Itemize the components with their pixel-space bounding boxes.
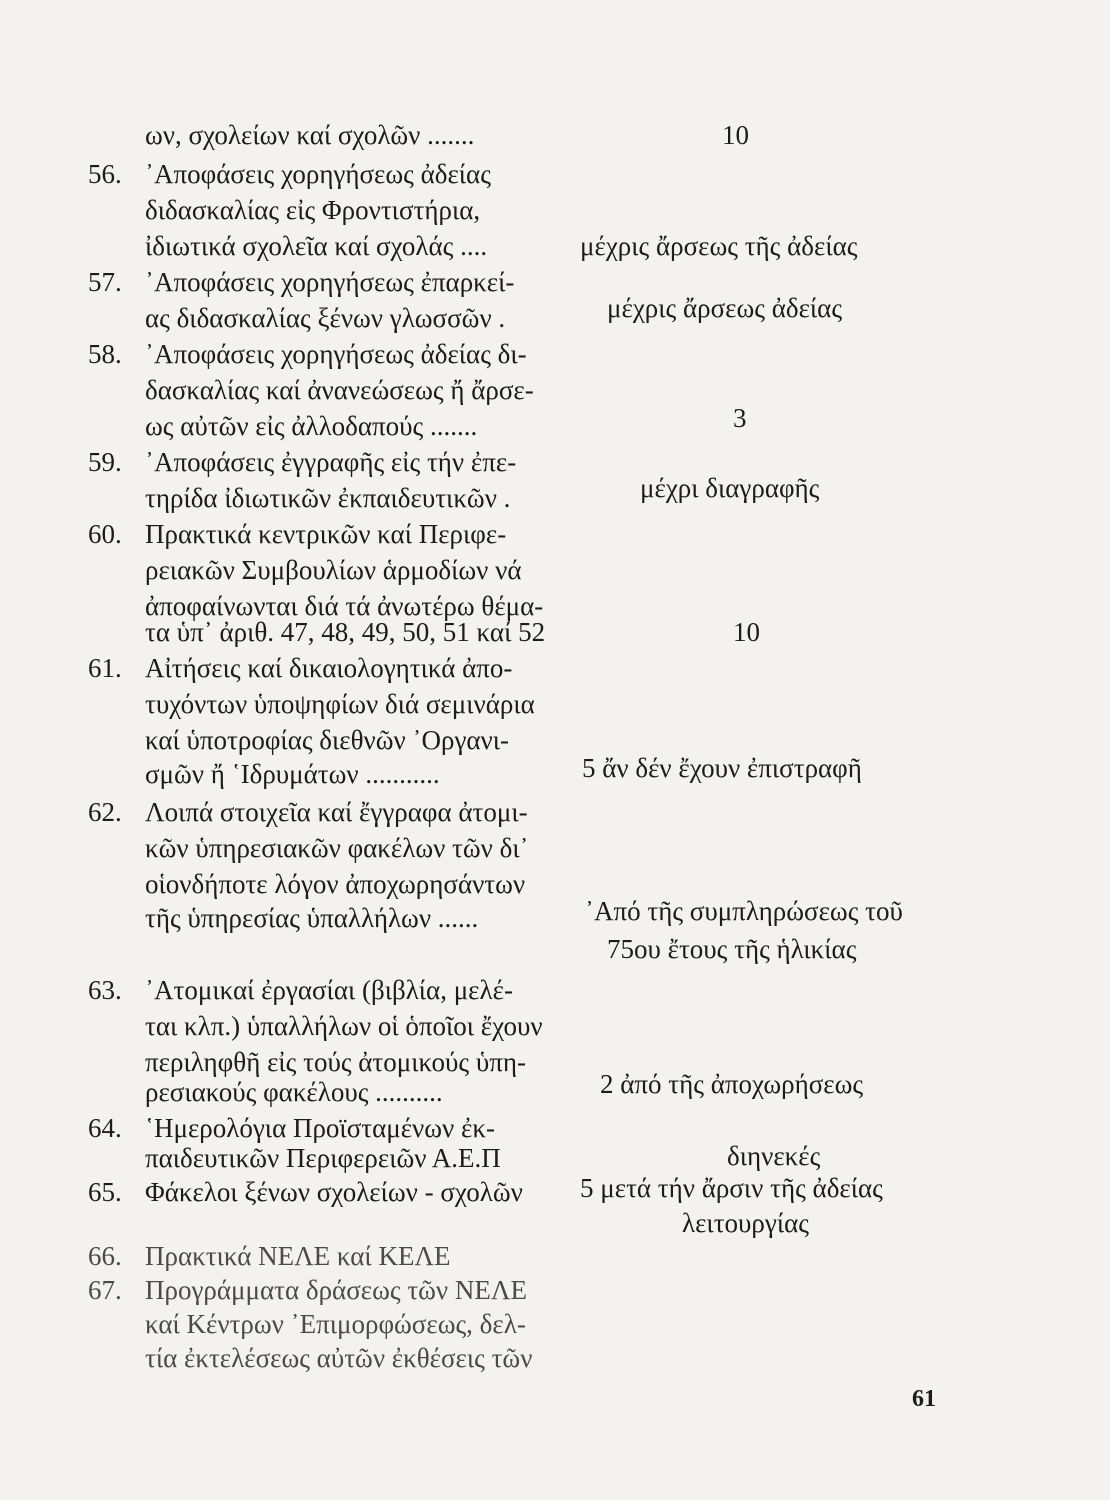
entry-62-line: τῆς ὑπηρεσίας ὑπαλλήλων ...... xyxy=(145,903,479,933)
entry-64-number: 64. xyxy=(88,1113,122,1143)
entry-56-retention: μέχρις ἄρσεως τῆς ἀδείας xyxy=(580,231,858,261)
entry-63-line: ρεσιακούς φακέλους .......... xyxy=(145,1077,443,1107)
entry-57-line: ας διδασκαλίας ξένων γλωσσῶν . xyxy=(145,303,506,333)
entry-59-number: 59. xyxy=(88,447,122,477)
entry-66-line: Πρακτικά ΝΕΛΕ καί ΚΕΛΕ xyxy=(145,1241,451,1271)
entry-61-number: 61. xyxy=(88,653,122,683)
entry-continuation-retention: 10 xyxy=(722,120,749,150)
entry-58-line: ᾿Αποφάσεις χορηγήσεως ἀδείας δι- xyxy=(145,339,527,369)
entry-64-line: ῾Ημερολόγια Προϊσταμένων ἐκ- xyxy=(145,1113,495,1143)
entry-63-line: ται κλπ.) ὑπαλλήλων οἱ ὁποῖοι ἔχουν xyxy=(145,1011,543,1041)
entry-60-line: ρειακῶν Συμβουλίων ἁρμοδίων νά xyxy=(145,555,522,585)
entry-58-line: ως αὐτῶν εἰς ἀλλοδαπούς ....... xyxy=(145,411,478,441)
entry-60-line: ἀποφαίνωνται διά τά ἀνωτέρω θέμα- xyxy=(145,591,544,621)
entry-59-line: τηρίδα ἰδιωτικῶν ἐκπαιδευτικῶν . xyxy=(145,483,511,513)
entry-56-line: διδασκαλίας εἰς Φροντιστήρια, xyxy=(145,195,481,225)
entry-67-line: τία ἐκτελέσεως αὐτῶν ἐκθέσεις τῶν xyxy=(145,1343,533,1373)
entry-61-line: σμῶν ἤ ῾Ιδρυμάτων ........... xyxy=(145,759,440,789)
entry-56-line: ἰδιωτικά σχολεῖα καί σχολάς .... xyxy=(145,231,488,261)
entry-64-retention: διηνεκές xyxy=(727,1141,821,1171)
entry-60-line: τα ὑπ᾿ ἀριθ. 47, 48, 49, 50, 51 καί 52 xyxy=(145,617,546,647)
entry-continuation-text: ων, σχολείων καί σχολῶν ....... xyxy=(145,120,475,150)
entry-60-retention: 10 xyxy=(733,617,760,647)
entry-57-retention: μέχρις ἄρσεως ἀδείας xyxy=(607,293,843,323)
entry-62-retention: ᾿Από τῆς συμπληρώσεως τοῦ xyxy=(585,896,903,926)
page-number: 61 xyxy=(912,1386,936,1412)
entry-61-line: τυχόντων ὑποψηφίων διά σεμινάρια xyxy=(145,689,535,719)
entry-62-number: 62. xyxy=(88,797,122,827)
entry-62-line: οἱονδήποτε λόγον ἀποχωρησάντων xyxy=(145,869,526,899)
entry-57-line: ᾿Αποφάσεις χορηγήσεως ἐπαρκεί- xyxy=(145,267,515,297)
entry-63-line: περιληφθῆ εἰς τούς ἀτομικούς ὑπη- xyxy=(145,1047,526,1077)
entry-63-retention: 2 ἀπό τῆς ἀποχωρήσεως xyxy=(600,1069,864,1099)
entry-61-line: καί ὑποτροφίας διεθνῶν ᾿Οργανι- xyxy=(145,725,509,755)
entry-63-number: 63. xyxy=(88,975,122,1005)
entry-59-retention: μέχρι διαγραφῆς xyxy=(640,473,820,503)
entry-67-number: 67. xyxy=(88,1275,122,1305)
entry-62-retention: 75ου ἔτους τῆς ἡλικίας xyxy=(607,934,857,964)
entry-62-line: Λοιπά στοιχεῖα καί ἔγγραφα ἀτομι- xyxy=(145,797,528,827)
entry-65-retention: 5 μετά τήν ἄρσιν τῆς ἀδείας xyxy=(580,1173,883,1203)
entry-60-number: 60. xyxy=(88,519,122,549)
entry-61-line: Αἰτήσεις καί δικαιολογητικά ἀπο- xyxy=(145,653,513,683)
entry-58-retention: 3 xyxy=(733,403,747,433)
entry-57-number: 57. xyxy=(88,267,122,297)
entry-56-line: ᾿Αποφάσεις χορηγήσεως ἀδείας xyxy=(145,159,491,189)
entry-65-line: Φάκελοι ξένων σχολείων - σχολῶν xyxy=(145,1177,523,1207)
entry-61-retention: 5 ἄν δέν ἔχουν ἐπιστραφῆ xyxy=(582,753,862,783)
entry-59-line: ᾿Αποφάσεις ἐγγραφῆς εἰς τήν ἐπε- xyxy=(145,447,517,477)
entry-62-line: κῶν ὑπηρεσιακῶν φακέλων τῶν δι᾿ xyxy=(145,833,529,863)
entry-66-number: 66. xyxy=(88,1241,122,1271)
entry-65-retention: λειτουργίας xyxy=(682,1208,809,1238)
entry-65-number: 65. xyxy=(88,1177,122,1207)
entry-67-line: καί Κέντρων ᾿Επιμορφώσεως, δελ- xyxy=(145,1309,526,1339)
entry-67-line: Προγράμματα δράσεως τῶν ΝΕΛΕ xyxy=(145,1275,527,1305)
entry-56-number: 56. xyxy=(88,159,122,189)
entry-64-line: παιδευτικῶν Περιφερειῶν Α.Ε.Π xyxy=(145,1143,501,1173)
entry-58-number: 58. xyxy=(88,339,122,369)
entry-58-line: δασκαλίας καί ἀνανεώσεως ἤ ἄρσε- xyxy=(145,375,534,405)
entry-63-line: ᾿Ατομικαί ἐργασίαι (βιβλία, μελέ- xyxy=(145,975,513,1005)
entry-60-line: Πρακτικά κεντρικῶν καί Περιφε- xyxy=(145,519,507,549)
